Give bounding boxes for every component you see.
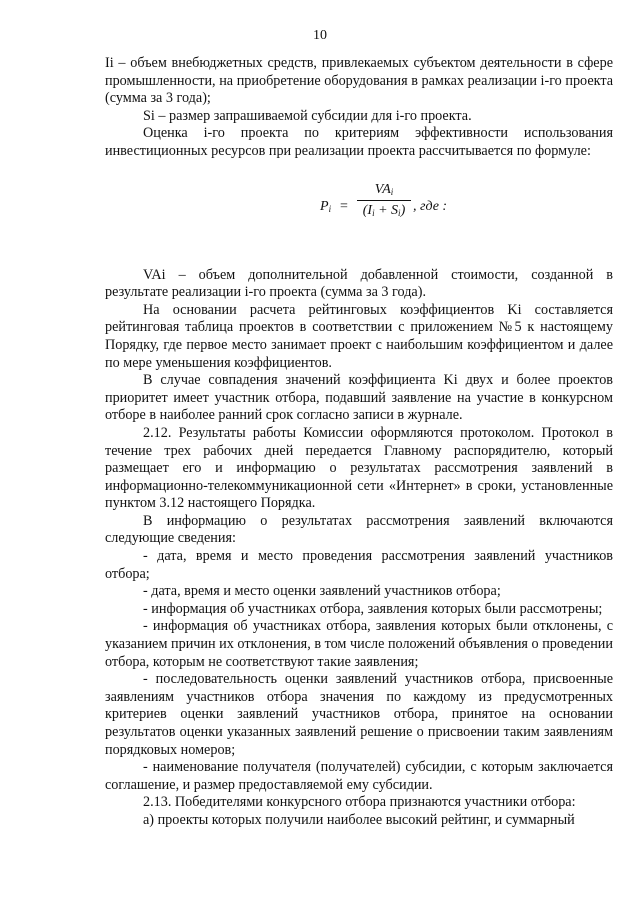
paragraph-si-definition: Si – размер запрашиваемой субсидии для i-го проекта. [143, 107, 472, 124]
paragraph-2-12: 2.12. Результаты работы Комиссии оформляются протоколом. Протокол в течение трех рабочих дней передается Главному распорядителю, который размещает его и информацию о результатах рассмотрения заявлений в информационно-телекоммуникационной сети «Интернет» в сроки, установленные пунктом 3.12 настоящего Порядка. [105, 424, 613, 512]
list-item: - информация об участниках отбора, заявления которых были отклонены, с указанием причин их отклонения, в том числе положений объявления о проведении отбора, которым не соответствуют такие заявления; [105, 618, 613, 670]
list-item: - дата, время и место оценки заявлений участников отбора; [143, 583, 501, 600]
formula-equals: = [340, 198, 348, 214]
paragraph-tie-rule: В случае совпадения значений коэффициента Ki двух и более проектов приоритет имеет участник отбора, подавший заявление на участие в конкурсном отборе в наиболее ранний срок согласно записи в журнале. [105, 372, 613, 424]
paragraph-2-13-a: а) проекты которых получили наиболее высокий рейтинг, и суммарный [143, 811, 575, 828]
paragraph-va-definition: VAi – объем дополнительной добавленной стоимости, созданной в результате реализации i-го проекта (сумма за 3 года). [105, 266, 613, 301]
paragraph-rating-table: На основании расчета рейтинговых коэффициентов Ki составляется рейтинговая таблица проектов в соответствии с приложением №5 к настоящему Порядку, где первое место занимает проект с наибольшим коэффициентом и далее по мере уменьшения коэффициентов. [105, 301, 613, 371]
list-item: - последовательность оценки заявлений участников отбора, присвоенные заявлениям участников отбора значения по каждому из предусмотренных критериев оценки заявлений участников отбора, принятое на основании результатов оценки указанных заявлений решение о присвоении таким заявлениям порядковых номеров; [105, 671, 613, 758]
formula-suffix: , где : [413, 198, 448, 214]
page-number: 10 [313, 28, 327, 43]
formula-numerator: $VA_i$ [374, 181, 394, 197]
list-item: - информация об участниках отбора, заявления которых были рассмотрены; [143, 600, 603, 617]
document-body [105, 55, 613, 830]
formula-fraction [357, 181, 411, 223]
paragraph-info-intro: В информацию о результатах рассмотрения заявлений включаются следующие сведения: [105, 512, 613, 547]
paragraph-formula-intro: Оценка i-го проекта по критериям эффективности использования инвестиционных ресурсов при реализации проекта рассчитывается по формуле: [105, 125, 613, 159]
formula-lhs: $P_i$ [320, 198, 332, 214]
paragraph-ii-definition: Ii – объем внебюджетных средств, привлекаемых субъектом деятельности в сфере промышленности, на приобретение оборудования в рамках реализации i-го проекта (сумма за 3 года); [105, 55, 613, 107]
list-item: - дата, время и место проведения рассмотрения заявлений участников отбора; [105, 548, 613, 582]
list-item: - наименование получателя (получателей) субсидии, с которым заключается соглашение, и размер предоставляемой ему субсидии. [105, 759, 613, 793]
rating-formula [105, 181, 613, 233]
formula-denominator: $(I_i + S_i)$ [362, 202, 406, 218]
fraction-bar [357, 200, 411, 201]
paragraph-2-13: 2.13. Победителями конкурсного отбора признаются участники отбора: [143, 794, 576, 811]
